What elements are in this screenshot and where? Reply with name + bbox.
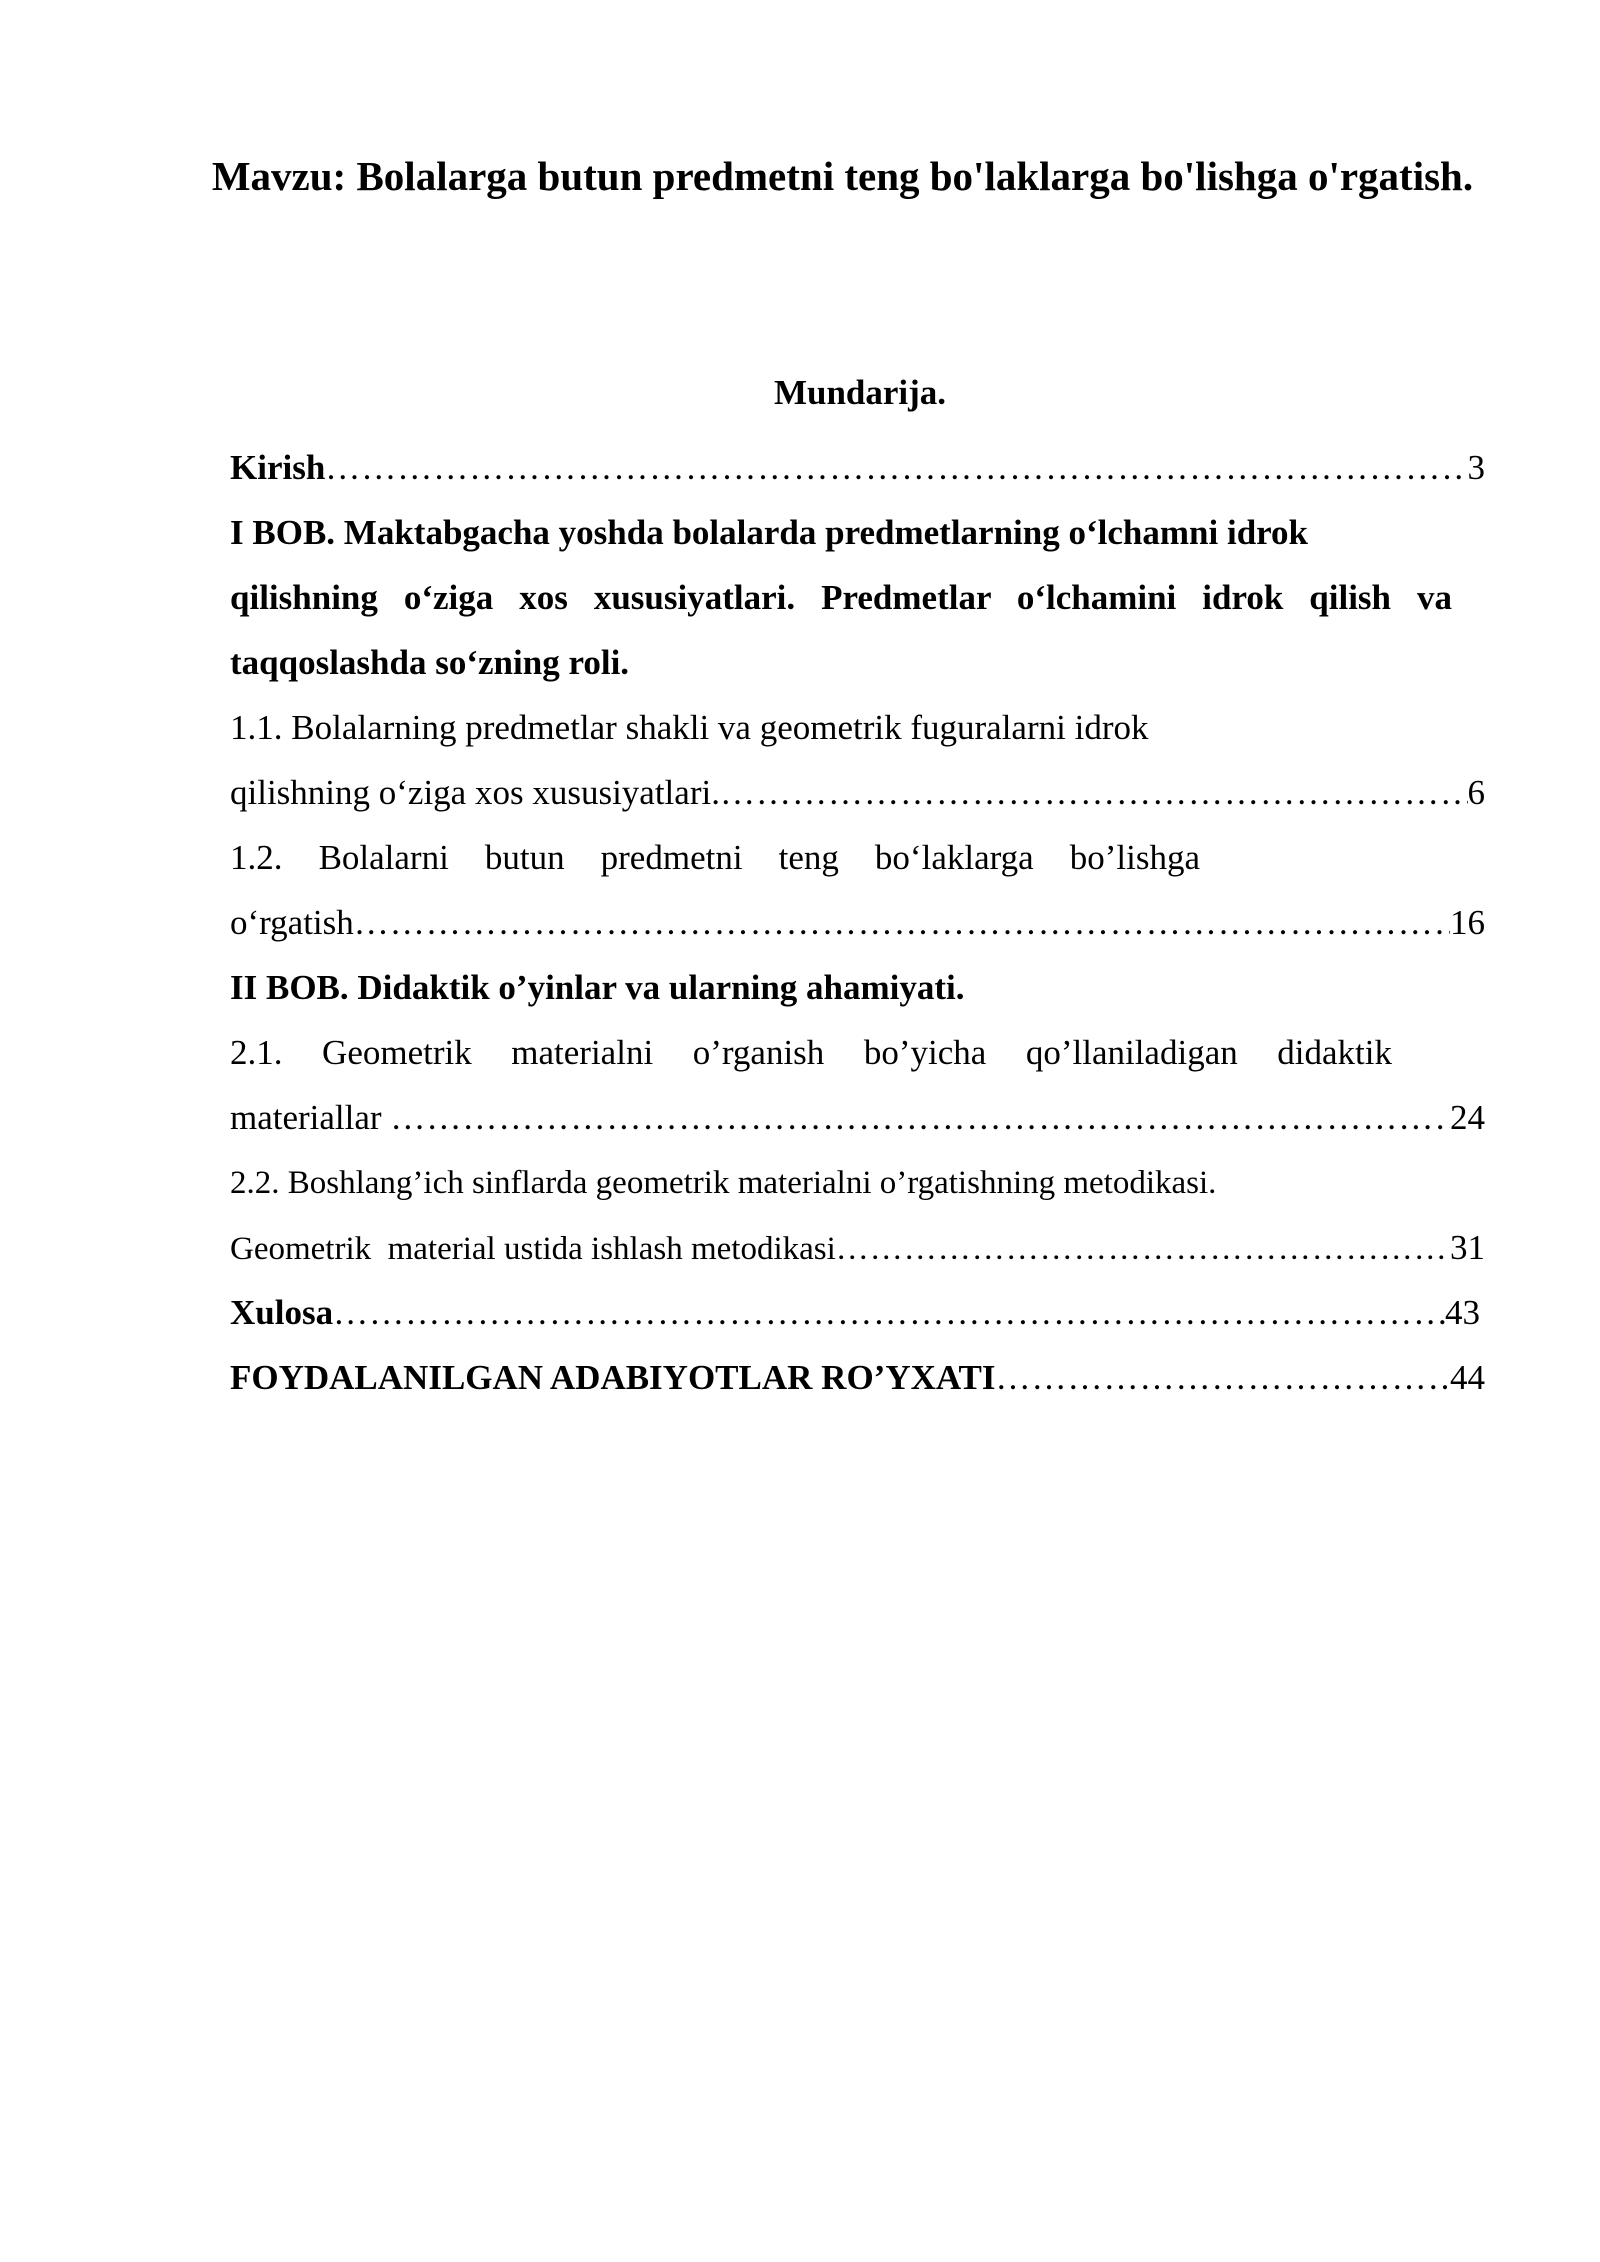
document-title: Mavzu: Bolalarga butun predmetni teng bo'laklarga bo'lishga o'rgatish. [211,153,1474,199]
toc-entry-label: 1.2. Bolalarni butun predmetni teng bo‘laklarga bo’lishga [230,838,1200,877]
toc-entry-bob2 [230,963,1485,1013]
toc-entry-label: qilishning o‘ziga xos xususiyatlari. [230,773,720,812]
toc-heading: Mundarija. [773,373,947,412]
toc-entry-kirish [230,443,1485,493]
toc-entry-xulosa [230,1288,1480,1338]
toc-entry-1-1-line2 [230,768,1485,818]
toc-entry-1-2-line1 [230,833,1485,883]
dot-leader [390,1093,1450,1143]
toc-entry-adabiyotlar [230,1353,1485,1403]
toc-page-number: 24 [1450,1098,1485,1137]
toc-entry-label: II BOB. Didaktik o’yinlar va ularning ahamiyati. [230,968,965,1007]
toc-entry-label: qilishning o‘ziga xos xususiyatlari. Predmetlar o‘lchamini idrok qilish va [230,578,1452,617]
toc-entry-label: Geometrik material ustida ishlash metodikasi [230,1231,836,1267]
toc-entry-bob1-line1 [230,508,1485,558]
toc-entry-label: 2.2. Boshlang’ich sinflarda geometrik materialni o’rgatishning metodikasi. [230,1165,1217,1201]
dot-leader [996,1353,1450,1403]
toc-entry-label: o‘rgatish [230,903,354,942]
toc-entry-label: Kirish [230,448,326,487]
toc-entry-label: 2.1. Geometrik materialni o’rganish bo’yicha qo’llaniladigan didaktik [230,1033,1392,1072]
toc-entry-1-1-line1 [230,703,1485,753]
toc-entry-2-2-line2 [230,1223,1485,1273]
toc-entry-label: taqqoslashda so‘zning roli. [230,643,630,682]
toc-entry-2-2-line1 [230,1158,1485,1208]
toc-entry-2-1-line2 [230,1093,1485,1143]
toc-entry-bob1-line3 [230,638,1485,688]
toc-entry-label: materiallar [230,1098,391,1137]
toc-page-number: 6 [1467,773,1485,812]
toc-entry-label: 1.1. Bolalarning predmetlar shakli va geometrik fuguralarni idrok [230,708,1149,747]
dot-leader [836,1224,1450,1273]
toc-page-number: 16 [1450,903,1485,942]
toc-page-number: 3 [1467,448,1485,487]
toc-entry-2-1-line1 [230,1028,1485,1078]
toc-entry-label: FOYDALANILGAN ADABIYOTLAR RO’YXATI [230,1358,996,1397]
dot-leader [354,898,1450,948]
toc-page-number: 43 [1445,1293,1480,1332]
toc-entry-bob1-line2 [230,573,1485,623]
toc-entry-label: I BOB. Maktabgacha yoshda bolalarda predmetlarning o‘lchamni idrok [230,513,1309,552]
dot-leader [325,443,1467,493]
toc-entry-1-2-line2 [230,898,1485,948]
toc-page-number: 31 [1450,1228,1485,1267]
toc-page-number: 44 [1450,1358,1485,1397]
dot-leader [720,768,1468,818]
dot-leader [333,1288,1445,1338]
toc-entry-label: Xulosa [230,1293,334,1332]
